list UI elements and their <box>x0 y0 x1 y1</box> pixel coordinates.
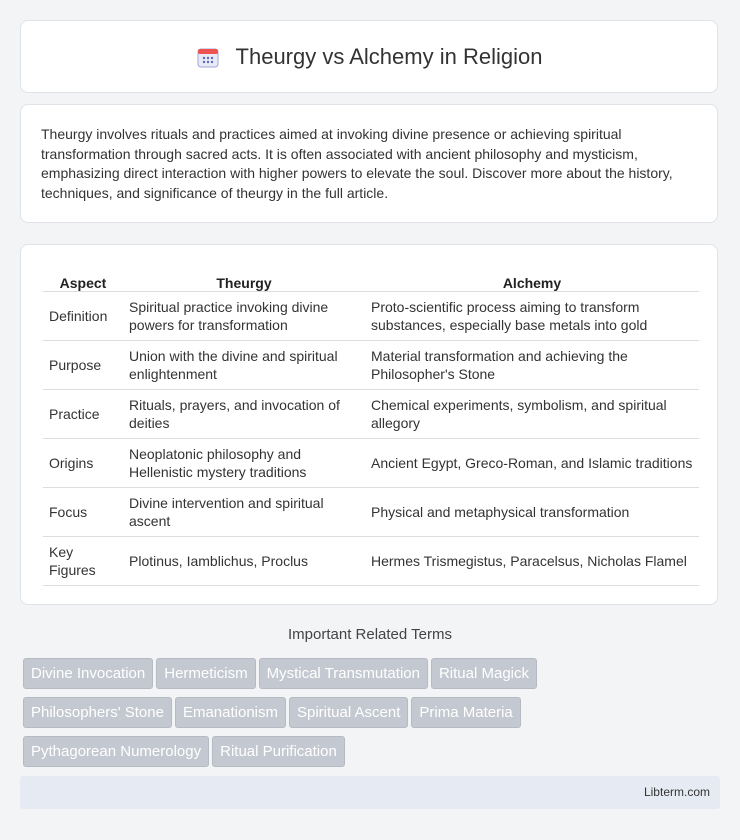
tag-prima-materia[interactable]: Prima Materia <box>411 697 520 728</box>
intro-card <box>20 104 718 223</box>
row-alchemy: Physical and metaphysical transformation <box>365 488 699 537</box>
header-alchemy: Alchemy <box>365 265 699 292</box>
row-alchemy: Chemical experiments, symbolism, and spiritual allegory <box>365 390 699 439</box>
related-tags <box>23 658 723 775</box>
table-row <box>43 341 699 390</box>
row-aspect: Focus <box>43 488 123 537</box>
table-header-row <box>43 265 699 292</box>
row-alchemy: Ancient Egypt, Greco-Roman, and Islamic traditions <box>365 439 699 488</box>
row-theurgy: Spiritual practice invoking divine powers for transformation <box>123 292 365 341</box>
row-aspect: Purpose <box>43 341 123 390</box>
row-theurgy: Plotinus, Iamblichus, Proclus <box>123 537 365 586</box>
calendar-icon <box>196 45 220 69</box>
table-row <box>43 439 699 488</box>
row-alchemy: Hermes Trismegistus, Paracelsus, Nicholas Flamel <box>365 537 699 586</box>
row-theurgy: Divine intervention and spiritual ascent <box>123 488 365 537</box>
table-row <box>43 390 699 439</box>
table-row <box>43 537 699 586</box>
tag-ritual-purification[interactable]: Ritual Purification <box>212 736 345 767</box>
tag-mystical-transmutation[interactable]: Mystical Transmutation <box>259 658 428 689</box>
intro-text: Theurgy involves rituals and practices aimed at invoking divine presence or achieving spiritual transformation through sacred acts. It is often associated with ancient philosophy and mysticism, emphasizing direct interaction with higher powers to elevate the soul. Discover more about the history, techniques, and significance of theurgy in the full article. <box>41 126 673 201</box>
tag-spiritual-ascent[interactable]: Spiritual Ascent <box>289 697 408 728</box>
row-theurgy: Union with the divine and spiritual enlightenment <box>123 341 365 390</box>
table-row <box>43 292 699 341</box>
header-theurgy: Theurgy <box>123 265 365 292</box>
related-terms-title: Important Related Terms <box>288 626 452 643</box>
table-row <box>43 488 699 537</box>
tag-philosophers-stone[interactable]: Philosophers' Stone <box>23 697 172 728</box>
tag-emanationism[interactable]: Emanationism <box>175 697 286 728</box>
row-theurgy: Neoplatonic philosophy and Hellenistic mystery traditions <box>123 439 365 488</box>
row-aspect: Key Figures <box>43 537 123 586</box>
tag-ritual-magick[interactable]: Ritual Magick <box>431 658 537 689</box>
row-aspect: Definition <box>43 292 123 341</box>
header-aspect: Aspect <box>43 265 123 292</box>
comparison-table <box>43 265 699 586</box>
tag-divine-invocation[interactable]: Divine Invocation <box>23 658 153 689</box>
footer-site-link[interactable]: Libterm.com <box>643 785 710 799</box>
page-title: Theurgy vs Alchemy in Religion <box>235 43 543 69</box>
row-alchemy: Material transformation and achieving the Philosopher's Stone <box>365 341 699 390</box>
footer <box>20 776 720 809</box>
header-card <box>20 20 718 93</box>
row-aspect: Origins <box>43 439 123 488</box>
row-theurgy: Rituals, prayers, and invocation of deities <box>123 390 365 439</box>
tag-hermeticism[interactable]: Hermeticism <box>156 658 255 689</box>
row-aspect: Practice <box>43 390 123 439</box>
comparison-card <box>20 244 718 605</box>
tag-pythagorean-numerology[interactable]: Pythagorean Numerology <box>23 736 209 767</box>
row-alchemy: Proto-scientific process aiming to transform substances, especially base metals into gold <box>365 292 699 341</box>
